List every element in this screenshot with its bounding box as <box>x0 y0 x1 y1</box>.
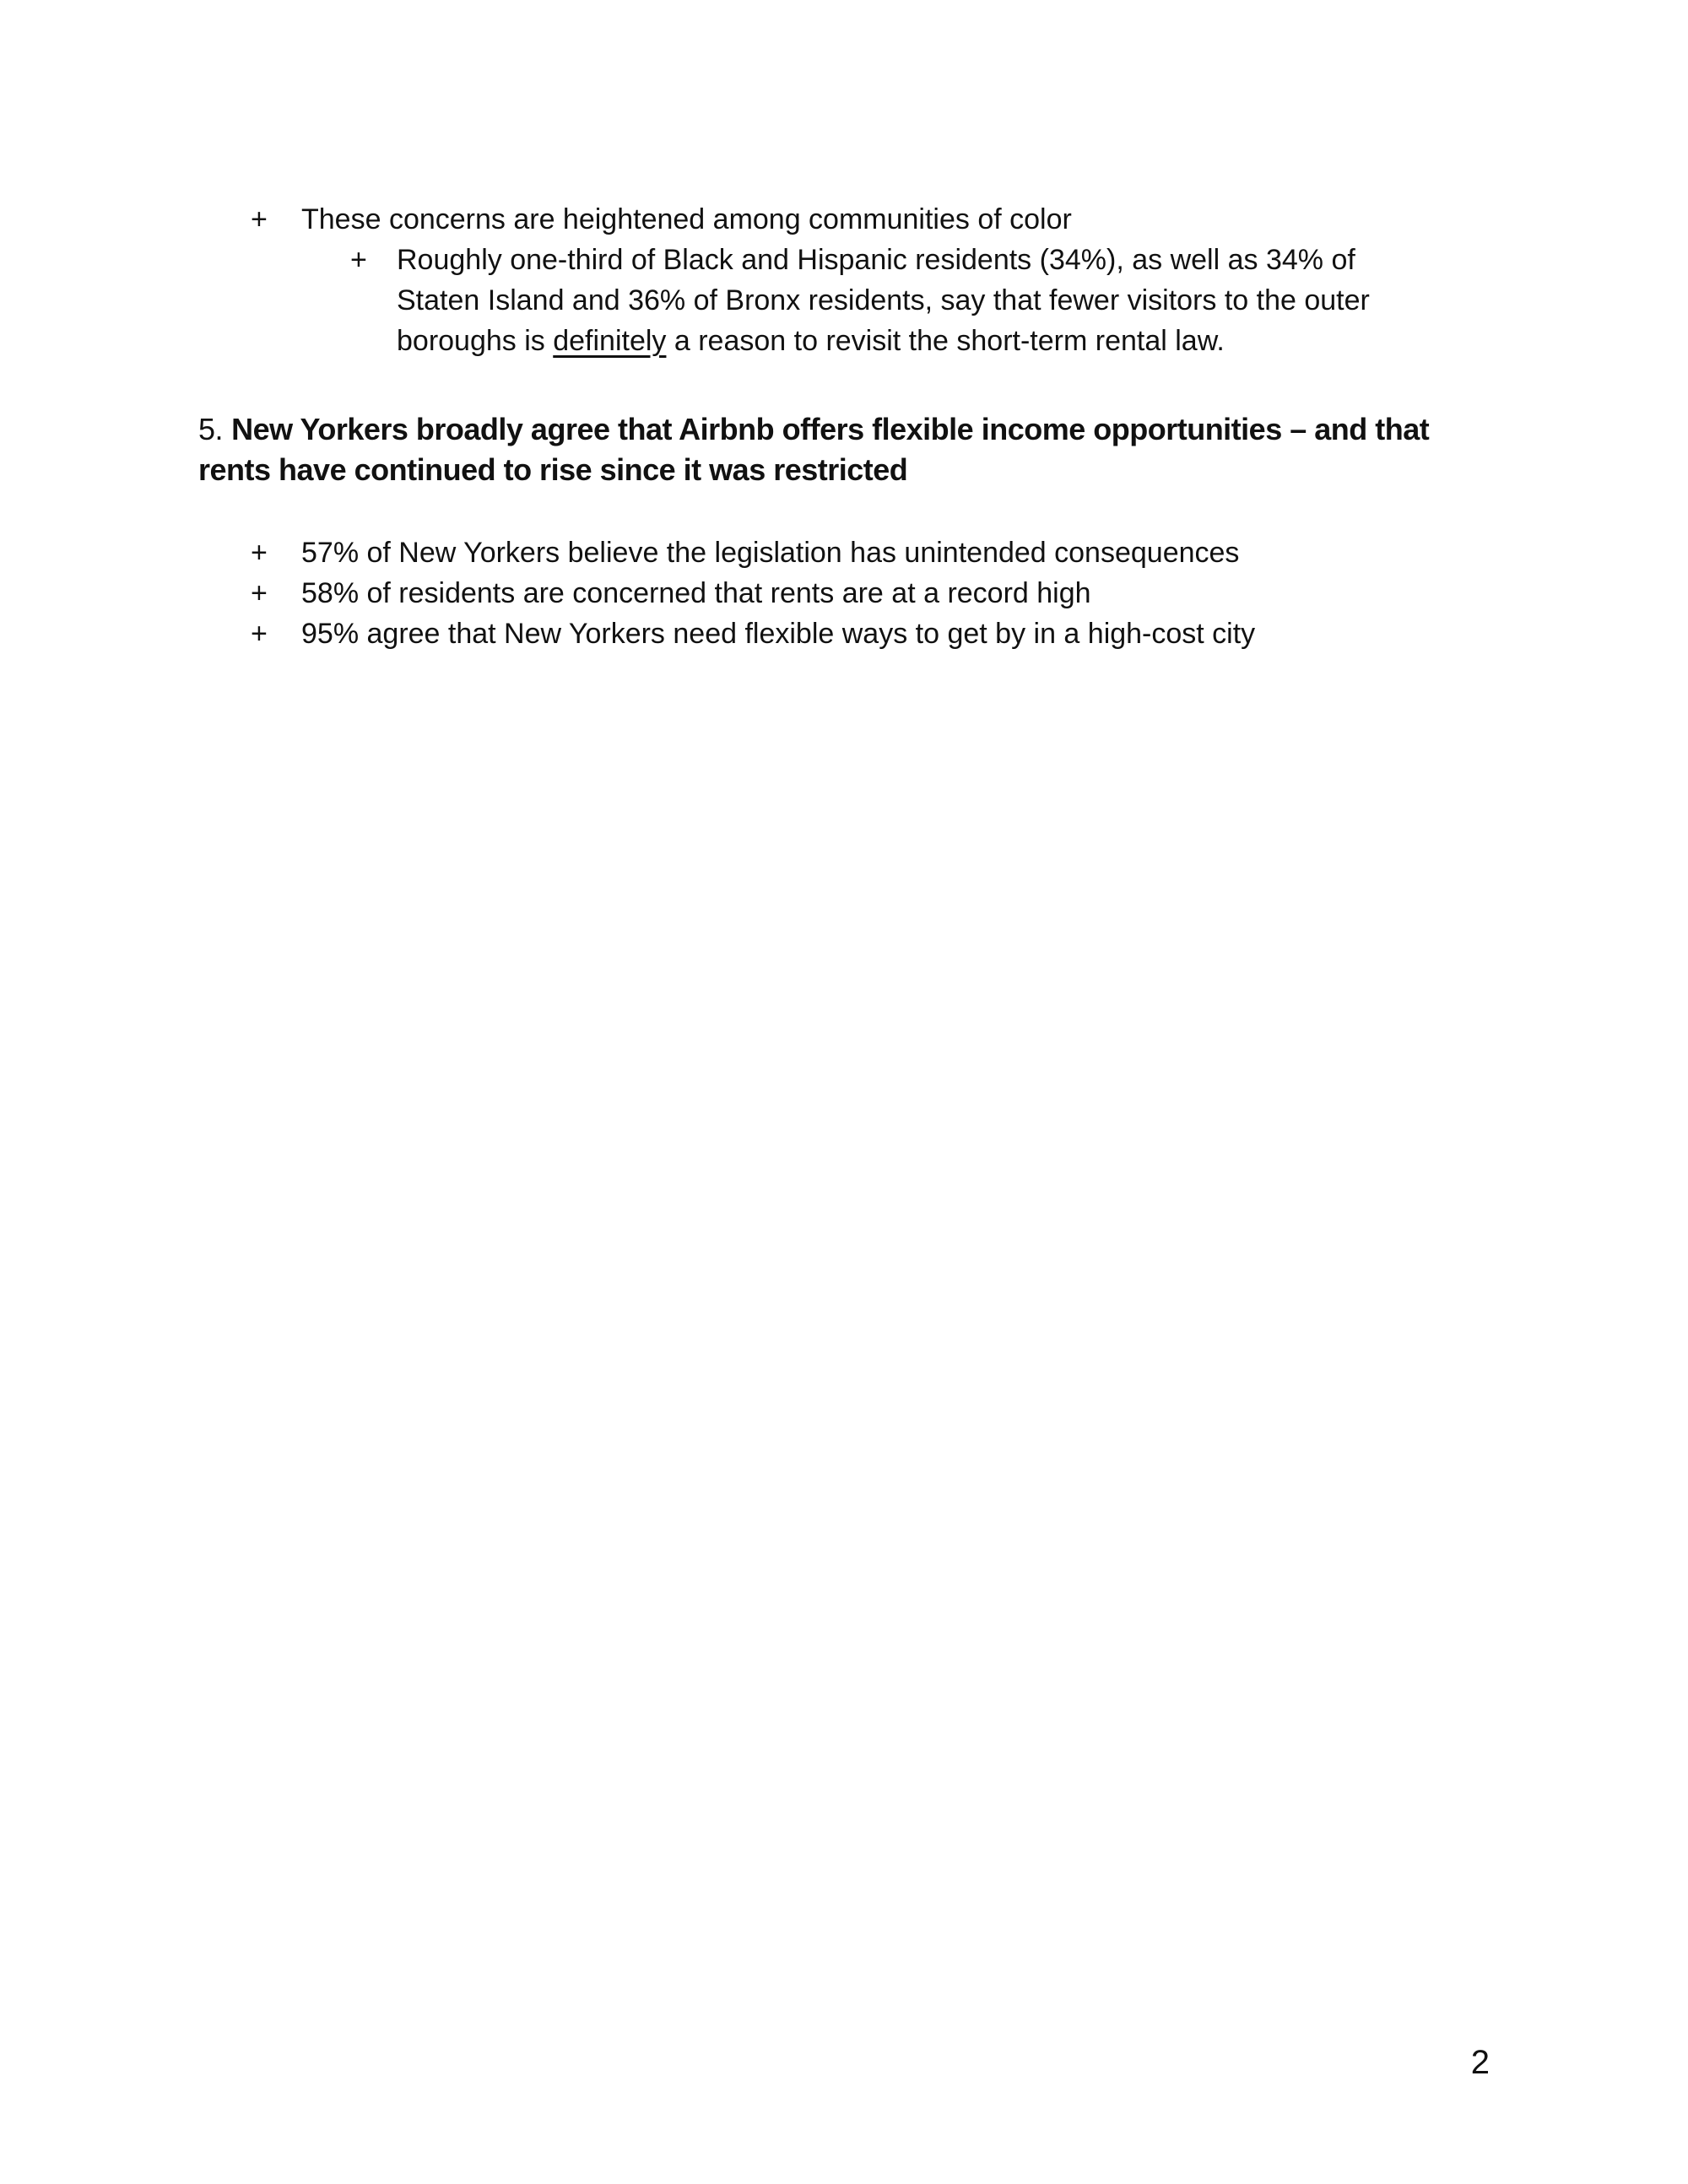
text-segment: a reason to revisit the short-term rental law. <box>666 325 1225 357</box>
text-line <box>397 321 1370 361</box>
text-segment: boroughs is <box>397 325 554 357</box>
list-item-text: These concerns are heightened among communities of color <box>301 203 1072 235</box>
heading-line <box>198 409 1429 450</box>
list-item <box>198 532 1429 573</box>
list-item <box>198 614 1429 654</box>
heading-text: New Yorkers broadly agree that Airbnb offers flexible income opportunities – and that <box>231 412 1430 446</box>
list-item-text <box>397 240 1370 361</box>
list-item-text: 57% of New Yorkers believe the legislation has unintended consequences <box>301 537 1240 569</box>
text-line: Staten Island and 36% of Bronx residents, say that fewer visitors to the outer <box>397 284 1370 316</box>
heading-line: rents have continued to rise since it was restricted <box>198 452 908 487</box>
list-item <box>198 199 1429 240</box>
list-item <box>198 573 1429 614</box>
bullet-marker: + <box>251 577 268 609</box>
heading-number: 5. <box>198 412 224 446</box>
bullet-marker: + <box>251 203 268 235</box>
underlined-word: definitely <box>553 325 667 357</box>
list-item-text: 58% of residents are concerned that rents are at a record high <box>301 577 1091 609</box>
bullet-marker: + <box>251 537 268 569</box>
bullet-marker: + <box>251 618 268 650</box>
bullet-list-concerns <box>198 199 1429 361</box>
list-item-text: 95% agree that New Yorkers need flexible ways to get by in a high-cost city <box>301 618 1256 650</box>
document-body <box>198 199 1429 654</box>
section-heading <box>198 409 1429 490</box>
page-number: 2 <box>1470 2044 1490 2081</box>
bullet-marker: + <box>350 244 367 276</box>
text-line: Roughly one-third of Black and Hispanic residents (34%), as well as 34% of <box>397 244 1355 276</box>
bullet-list-stats <box>198 532 1429 654</box>
list-item <box>198 240 1429 361</box>
